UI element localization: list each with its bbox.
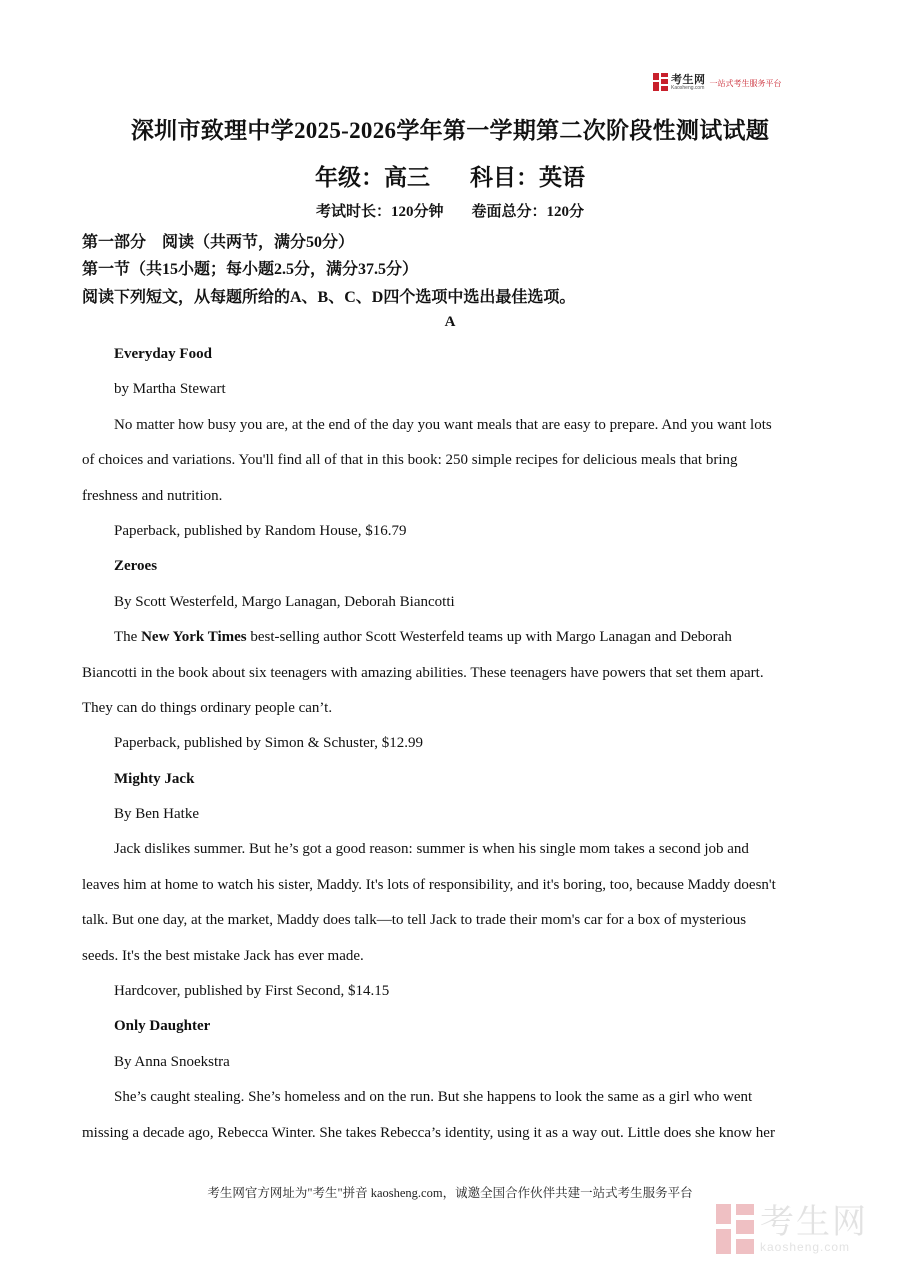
logo-domain: Kaosheng.com — [671, 84, 705, 91]
book-desc-line: She’s caught stealing. She’s homeless and on the run. But she happens to look the same as a girl who went — [114, 1089, 753, 1106]
book-title: Only Daughter — [114, 1018, 211, 1035]
book-publication: Paperback, published by Simon & Schuster, $12.99 — [114, 735, 423, 752]
kaosheng-watermark — [716, 1204, 868, 1254]
section-part-heading: 第一部分 阅读（共两节，满分50分） — [82, 234, 355, 251]
book-desc-line: freshness and nutrition. — [82, 487, 223, 504]
exam-info-line — [0, 200, 900, 221]
logo-name: 考生网 — [671, 72, 706, 86]
book-author: By Scott Westerfeld, Margo Lanagan, Deborah Biancotti — [114, 593, 455, 610]
book-title: Zeroes — [114, 558, 158, 575]
desc-rest: best-selling author Scott Westerfeld teams up with Margo Lanagan and Deborah — [246, 629, 732, 646]
book-desc-line: talk. But one day, at the market, Maddy does talk—to tell Jack to trade their mom's car for a box of mysterious — [82, 912, 747, 929]
grade-label: 年级：高三 — [315, 165, 430, 190]
grade-subject-line — [0, 159, 900, 192]
watermark-domain: kaosheng.com — [760, 1240, 851, 1254]
book-desc-line: seeds. It's the best mistake Jack has ever made. — [82, 947, 364, 964]
book-desc-line: Biancotti in the book about six teenagers with amazing abilities. These teenagers have powers that set them apart. — [82, 664, 764, 681]
section-sub-heading: 第一节（共15小题；每小题2.5分，满分37.5分） — [82, 261, 419, 278]
book-desc-line: Jack dislikes summer. But he’s got a good reason: summer is when his single mom takes a second job and — [114, 841, 749, 858]
kaosheng-logo-icon — [653, 73, 668, 91]
book-desc-line: missing a decade ago, Rebecca Winter. She takes Rebecca’s identity, using it as a way out. Little does she know her — [82, 1124, 775, 1141]
book-desc-line — [82, 626, 819, 661]
watermark-logo-icon — [716, 1204, 754, 1254]
book-publication: Hardcover, published by First Second, $14.15 — [114, 983, 390, 1000]
book-desc-line: leaves him at home to watch his sister, Maddy. It's lots of responsibility, and it's boring, too, because Maddy doesn't — [82, 876, 776, 893]
total-score-label: 卷面总分：120分 — [471, 204, 585, 220]
subject-label: 科目：英语 — [470, 165, 585, 190]
page-footer: 考生网官方网址为"考生"拼音 kaosheng.com，诚邀全国合作伙伴共建一站式考生服务平台 — [207, 1186, 693, 1200]
book-desc-line: No matter how busy you are, at the end of the day you want meals that are easy to prepare. And you want lots — [114, 416, 772, 433]
exam-title: 深圳市致理中学2025-2026学年第一学期第二次阶段性测试试题 — [130, 118, 770, 143]
newspaper-name: New York Times — [141, 629, 247, 646]
desc-prefix: The — [114, 629, 142, 646]
duration-label: 考试时长：120分钟 — [315, 204, 444, 220]
book-title: Mighty Jack — [114, 770, 195, 787]
book-author: By Anna Snoekstra — [114, 1053, 230, 1070]
kaosheng-logo[interactable] — [653, 73, 782, 91]
watermark-name: 考生网 — [760, 1202, 868, 1242]
passage-label: A — [444, 314, 456, 330]
book-title: Everyday Food — [114, 346, 212, 362]
book-author: by Martha Stewart — [114, 381, 226, 398]
book-publication: Paperback, published by Random House, $16.79 — [114, 522, 407, 539]
instruction-text: 阅读下列短文，从每题所给的A、B、C、D四个选项中选出最佳选项。 — [82, 289, 576, 306]
logo-slogan: 一站式考生服务平台 — [709, 79, 782, 88]
book-desc-line: of choices and variations. You'll find all of that in this book: 250 simple recipes for delicious meals that bring — [82, 452, 738, 469]
passage-body — [82, 343, 819, 1157]
book-author: By Ben Hatke — [114, 806, 199, 823]
book-desc-line: They can do things ordinary people can’t. — [82, 699, 333, 716]
